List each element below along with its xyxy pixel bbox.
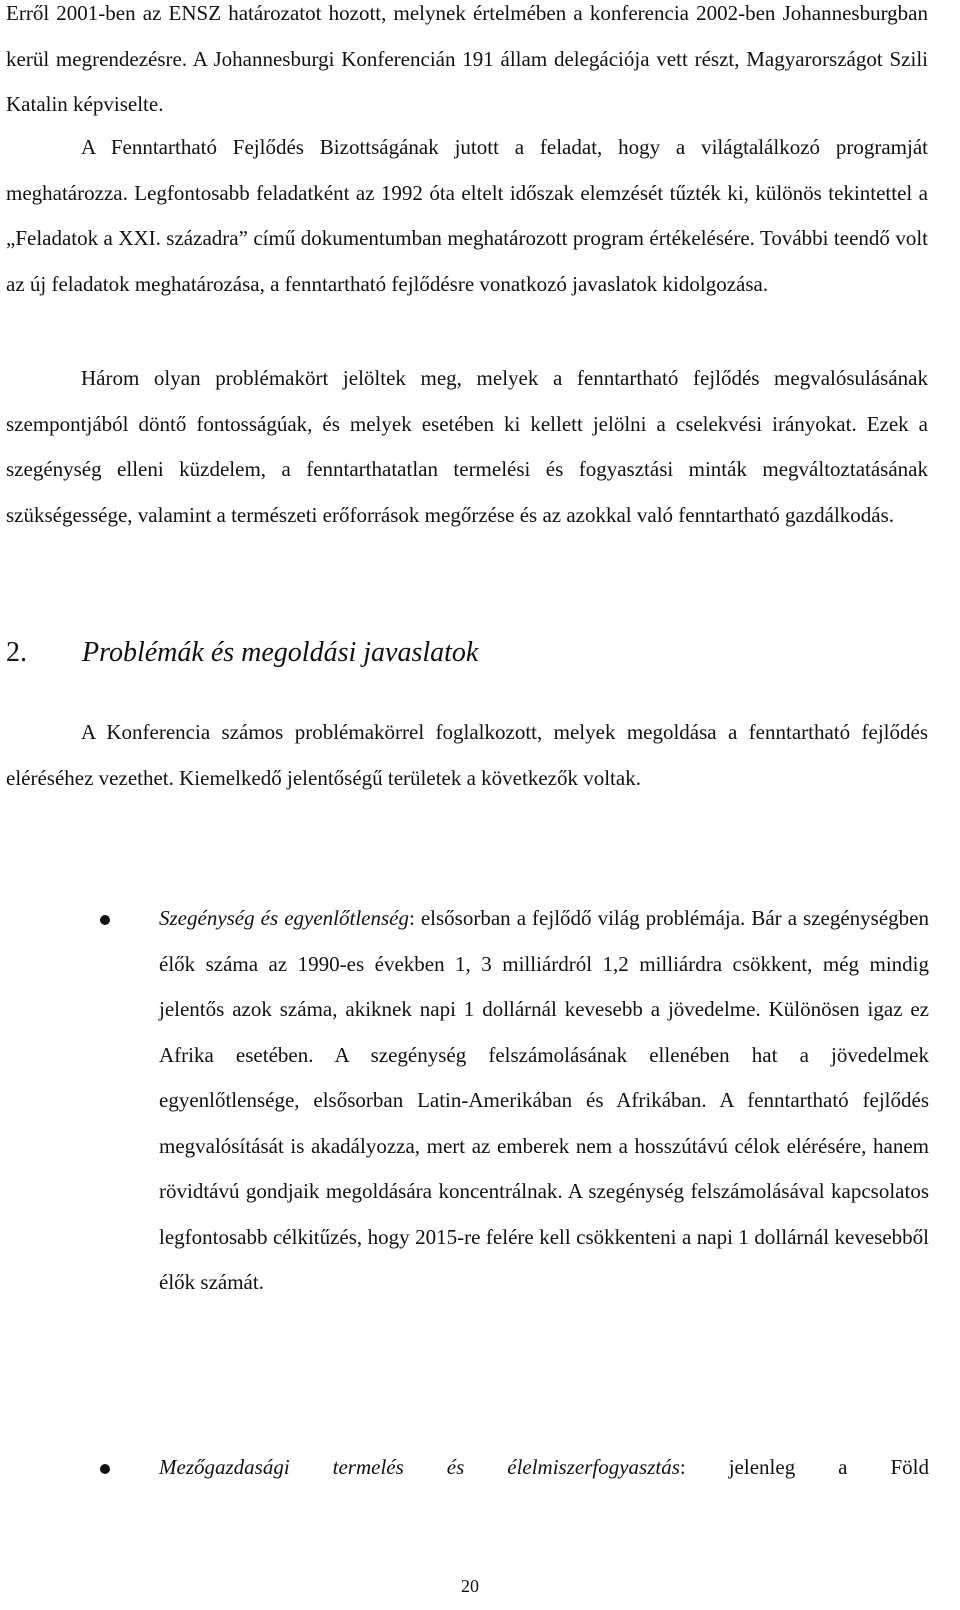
bullet-icon [100,1464,110,1474]
paragraph-three-problem-areas: Három olyan problémakört jelöltek meg, melyek a fenntartható fejlődés megvalósulásának szempontjából döntő fontosságúak, és melyek esetében ki kellett jelölni a cselekvési irányokat. Ezek a szegénység elleni küzdelem, a fenntarthatatlan termelési és fogyasztási minták megváltoztatásának szükségessége, valamint a természeti erőforrások megőrzése és az azokkal való fenntartható gazdálkodás. [6,366,928,527]
section-heading [6,633,478,673]
section-title: Problémák és megoldási javaslatok [82,637,479,668]
paragraph-section-intro: A Konferencia számos problémakörrel foglalkozott, melyek megoldása a fenntartható fejlődés eléréséhez vezethet. Kiemelkedő jelentőségű területek a következők voltak. [6,720,928,790]
list-item-text [159,1445,929,1491]
section-number: 2. [6,637,27,668]
list-item-body: : elsősorban a fejlődő világ problémája. Bár a szegénységben élők száma az 1990-es években 1, 3 milliárdról 1,2 milliárdra csökkent, még mindig jelentős azok száma, akiknek napi 1 dollárnál kevesebb a jövedelme. Különösen igaz ez Afrika esetében. A szegénység felszámolásának ellenében hat a jövedelmek egyenlőtlensége, elsősorban Latin-Amerikában és Afrikában. A fenntartható fejlődés megvalósítását is akadályozza, mert az emberek nem a hosszútávú célok elérésére, hanem rövidtávú gondjaik megoldására koncentrálnak. A szegénység felszámolásával kapcsolatos legfontosabb célkitűzés, hogy 2015-re felére kell csökkenteni a napi 1 dollárnál kevesebből élők számát. [159,906,930,1294]
list-item-term: Szegénység és egyenlőtlenség [159,906,409,930]
list-item-term: Mezőgazdasági termelés és élelmiszerfogyasztás [159,1455,680,1479]
list-item-body: : jelenleg a Föld [679,1455,929,1479]
page-number: 20 [461,1576,479,1596]
bullet-icon [100,915,110,925]
paragraph-johannesburg-conference: Erről 2001-ben az ENSZ határozatot hozott, melynek értelmében a konferencia 2002-ben Johannesburgban kerül megrendezésre. A Johannesburgi Konferencián 191 állam delegációja vett részt, Magyarországot Szili Katalin képviselte. [6,1,928,116]
paragraph-commission-task: A Fenntartható Fejlődés Bizottságának jutott a feladat, hogy a világtalálkozó programját meghatározza. Legfontosabb feladatként az 1992 óta eltelt időszak elemzését tűzték ki, különös tekintettel a „Feladatok a XXI. századra” című dokumentumban meghatározott program értékelésére. További teendő volt az új feladatok meghatározása, a fenntartható fejlődésre vonatkozó javaslatok kidolgozása. [6,135,928,296]
list-item-text [159,896,929,1306]
